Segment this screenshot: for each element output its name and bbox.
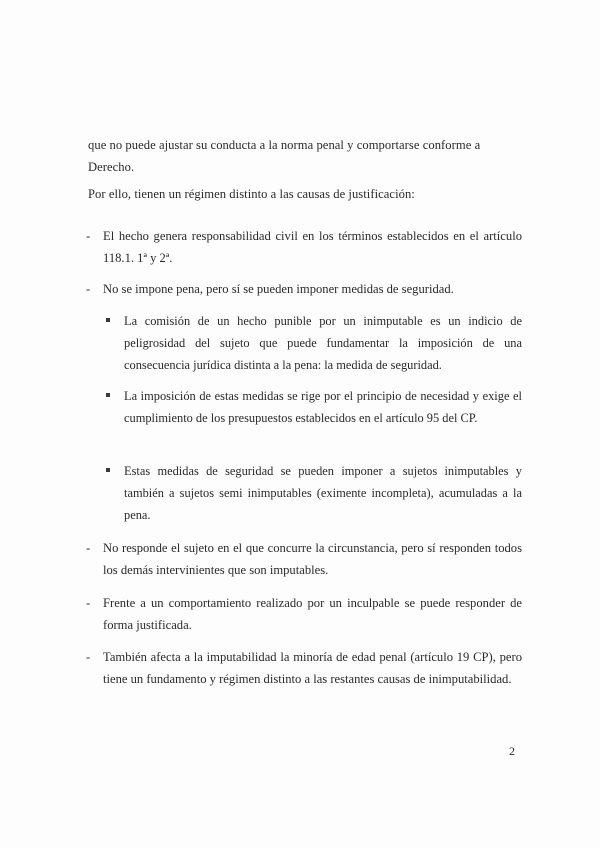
square-bullet-icon xyxy=(106,393,110,397)
page-number: 2 xyxy=(509,744,515,758)
square-list-item-text: La comisión de un hecho punible por un inimputable es un indicio de peligrosidad del sujeto que puede fundamentar la imposición de una consecuencia jurídica distinta a la pena: la medida de seguridad. xyxy=(124,314,522,372)
square-list-item-text: Estas medidas de seguridad se pueden imponer a sujetos inimputables y también a sujetos semi inimputables (eximente incompleta), acumuladas a la pena. xyxy=(124,464,522,522)
square-list-item-text: La imposición de estas medidas se rige por el principio de necesidad y exige el cumplimiento de los presupuestos establecidos en el artículo 95 del CP. xyxy=(124,389,522,425)
dash-list-item xyxy=(86,537,522,581)
dash-bullet: - xyxy=(86,229,91,243)
square-list-item xyxy=(106,460,522,526)
dash-list-item xyxy=(86,646,522,690)
square-list-item xyxy=(106,385,522,429)
dash-bullet: - xyxy=(86,596,91,610)
dash-list-item-text: También afecta a la imputabilidad la minoría de edad penal (artículo 19 CP), pero tiene un fundamento y régimen distinto a las restantes causas de inimputabilidad. xyxy=(103,650,522,686)
paragraph-continuation: que no puede ajustar su conducta a la norma penal y comportarse conforme a Derecho. xyxy=(88,138,481,174)
square-bullet-icon xyxy=(106,318,110,322)
dash-list-item xyxy=(86,225,522,269)
dash-list-item xyxy=(86,278,522,300)
dash-list-item xyxy=(86,592,522,636)
square-list-item xyxy=(106,310,522,376)
dash-bullet: - xyxy=(86,650,91,664)
dash-bullet: - xyxy=(86,282,91,296)
dash-list-item-text: Frente a un comportamiento realizado por un inculpable se puede responder de forma justificada. xyxy=(103,596,522,632)
paragraph-intro: Por ello, tienen un régimen distinto a las causas de justificación: xyxy=(88,187,415,201)
dash-list-item-text: No responde el sujeto en el que concurre la circunstancia, pero sí responden todos los demás intervinientes que son imputables. xyxy=(103,541,522,577)
dash-bullet: - xyxy=(86,541,91,555)
dash-list-item-text: No se impone pena, pero sí se pueden imponer medidas de seguridad. xyxy=(103,282,454,296)
dash-list-item-text: El hecho genera responsabilidad civil en los términos establecidos en el artículo 118.1. 1ª y 2ª. xyxy=(103,229,522,265)
square-bullet-icon xyxy=(106,468,110,472)
